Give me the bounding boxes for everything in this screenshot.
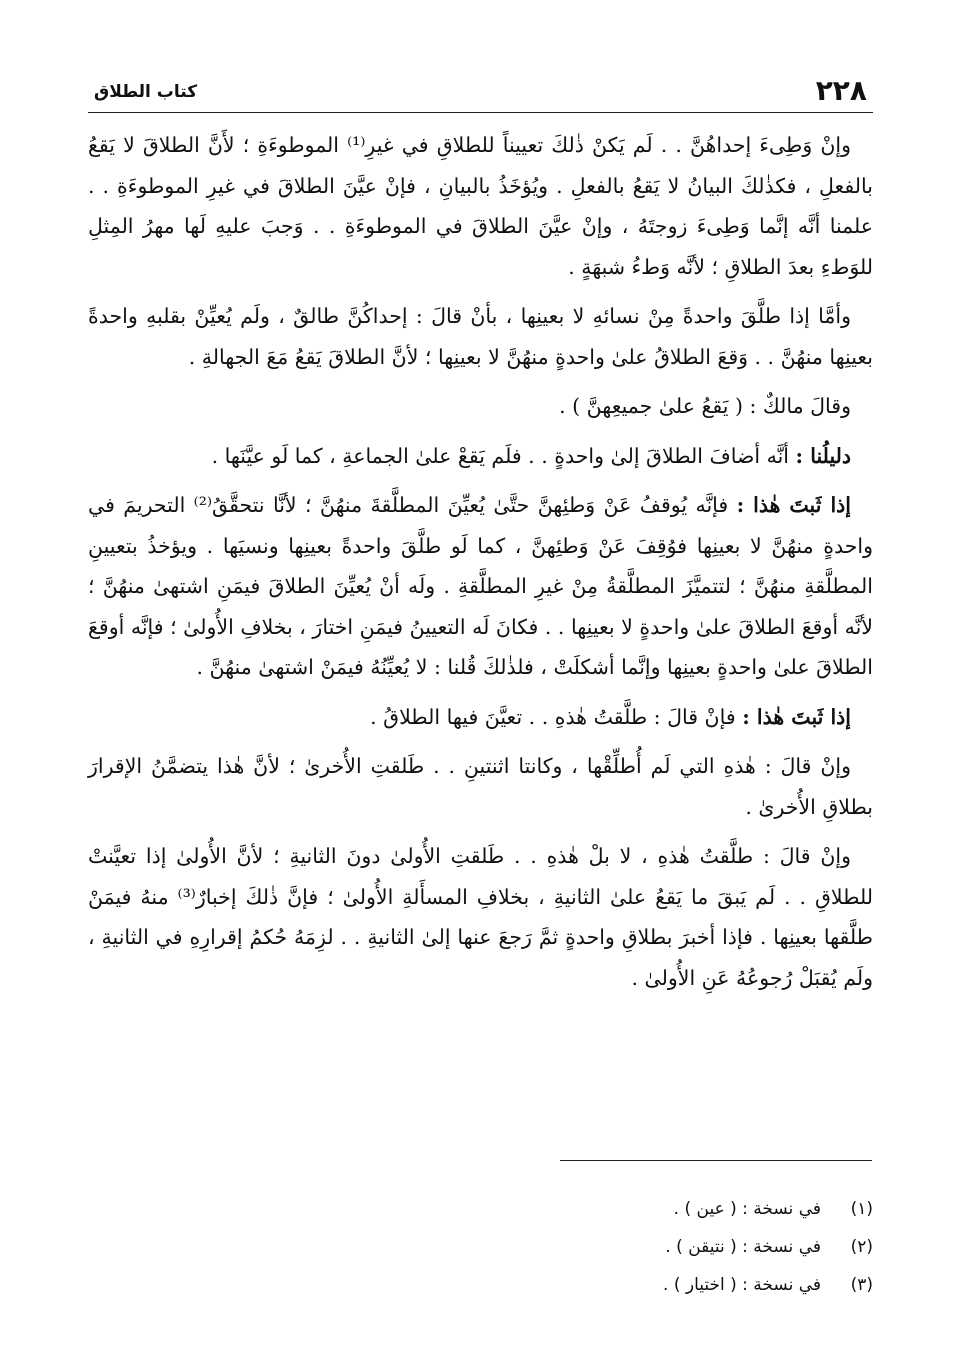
paragraph-text: وإنْ قالَ : طلَّقتُ هٰذهِ ، لا بلْ هٰذهِ . . طَلقتِ الأُولىٰ دونَ الثانيةِ ؛ لأنَّ الأُولىٰ إذا تعيَّنتْ للطلاقِ . . لَم يَبقَ ما يَقعُ علىٰ الثانيةِ ، بخلافِ المسأَلةِ الأُولىٰ ؛ فإنَّ ذٰلكَ إخبارٌ⁽³⁾ منهُ فيمَنْ طلَّقها بعينِها . فإذا أخبرَ بطلاقِ واحدةٍ ثمَّ رَجعَ عنها إلىٰ الثانيةِ . . لزِمَهُ حُكمُ إقرارِهِ في الثانيةِ ، ولَم يُقبَلْ رُجوعُهُ عَنِ الأُولىٰ . bbox=[88, 844, 873, 990]
paragraph bbox=[88, 836, 873, 998]
paragraph bbox=[88, 125, 873, 287]
paragraph-lead: إذا ثَبتَ هٰذا : bbox=[736, 493, 851, 517]
paragraph-text: وإنْ وَطِىءَ إحداهُنَّ . . لَم يَكنْ ذٰلكَ تعييناً للطلاقِ في غيرِ⁽¹⁾ الموطوءَةِ ؛ لأَنَّ الطلاقَ لا يَقعُ بالفعلِ ، فكذٰلكَ البيانُ لا يَقعُ بالفعلِ . ويُؤخَذُ بالبيانِ ، فإنْ عيَّنَ الطلاقَ في غيرِ الموطوءَةِ . . علمنا أنَّه إنَّما وَطِىءَ زوجتَهُ ، وإنْ عيَّنَ الطلاقَ في الموطوءَةِ . . وَجبَ عليهِ لَها مهرُ المِثلِ للوَطءِ بعدَ الطلاقِ ؛ لأنَّه وَطءُ شبهَةٍ . bbox=[88, 133, 873, 279]
paragraph-lead: إذا ثَبتَ هٰذا : bbox=[742, 704, 851, 729]
paragraph-text: وإنْ قالَ : هٰذهِ التي لَم أُطلِّقْها ، وكانتا اثنتينِ . . طَلقتِ الأُخرىٰ ؛ لأنَّ هٰذا يتضمَّنُ الإقرارَ بطلاقِ الأُخرىٰ . bbox=[88, 754, 873, 819]
paragraph bbox=[88, 697, 873, 738]
footnotes bbox=[663, 1190, 873, 1304]
paragraph-text: وقالَ مالكٌ : ( يَقعُ علىٰ جميعِهنَّ ) . bbox=[559, 394, 851, 418]
page-header bbox=[88, 72, 873, 113]
footnote bbox=[663, 1228, 873, 1266]
footnote bbox=[663, 1190, 873, 1228]
paragraph bbox=[88, 485, 873, 688]
footnote-number: (٢) bbox=[850, 1237, 873, 1257]
footnote-text: في نسخة : ( نتيقن ) . bbox=[665, 1237, 821, 1257]
paragraph-lead: دليلُنا : bbox=[795, 443, 851, 468]
footnote-number: (١) bbox=[850, 1199, 873, 1219]
running-head: كتاب الطلاق bbox=[94, 82, 198, 102]
paragraph-text: فإنَّه يُوقفُ عَنْ وَطئِهنَّ حتَّىٰ يُعيِّنَ المطلَّقةَ منهُنَّ ؛ لأنَّا نتحقَّقُ⁽²⁾ التحريمَ في واحدةٍ منهُنَّ لا بعينِها فوُقِفَ عَنْ وَطئِهنَّ ، كما لَو طلَّقَ واحدةً بعينِها ونسيَها . ويؤخذُ بتعيينِ المطلَّقةِ منهُنَّ ؛ لتتميَّزَ المطلَّقةُ مِنْ غيرِ المطلَّقةِ . ولَه أنْ يُعيِّنَ الطلاقَ فيمَنِ اشتهىٰ منهُنَّ ؛ لأنَّه أوقعَ الطلاقَ علىٰ واحدةٍ لا بعينِها . . فكانَ لَه التعيينُ فيمَنِ اختارَ ، بخلافِ الأُولىٰ ؛ فإنَّه أوقعَ الطلاقَ علىٰ واحدةٍ بعينِها وإنَّما أشكلَتْ ، فلذٰلكَ قُلنا : لا يُعيِّنُهُ فيمَنْ اشتهىٰ منهُنَّ . bbox=[88, 493, 873, 679]
page-number: ٢٢٨ bbox=[815, 74, 867, 107]
paragraph bbox=[88, 296, 873, 377]
footnote-number: (٣) bbox=[850, 1275, 873, 1295]
paragraph-text: وأمَّا إذا طلَّقَ واحدةً مِنْ نسائهِ لا بعينِها ، بأنْ قالَ : إحداكُنَّ طالقٌ ، ولَم يُعيِّنْ بقلبهِ واحدةً بعينِها منهُنَّ . . وَقعَ الطلاقُ علىٰ واحدةٍ منهُنَّ لا بعينِها ؛ لأنَّ الطلاقَ يَقعُ مَعَ الجهالةِ . bbox=[88, 304, 873, 369]
footnote-text: في نسخة : ( عين ) . bbox=[673, 1199, 821, 1219]
footnote bbox=[663, 1266, 873, 1304]
footnote-divider bbox=[560, 1160, 872, 1161]
paragraph bbox=[88, 436, 873, 477]
paragraph bbox=[88, 746, 873, 827]
footnote-text: في نسخة : ( اختيار ) . bbox=[663, 1275, 821, 1295]
main-text bbox=[88, 125, 873, 1007]
paragraph bbox=[88, 386, 873, 427]
paragraph-text: أنَّه أضافَ الطلاقَ إلىٰ واحدةٍ . . فلَم يَقعْ علىٰ الجماعةِ ، كما لَو عيَّنَها . bbox=[211, 443, 789, 468]
paragraph-text: فإنْ قالَ : طلَّقتُ هٰذهِ . . تعيَّنَ فيها الطلاقُ . bbox=[370, 704, 736, 729]
